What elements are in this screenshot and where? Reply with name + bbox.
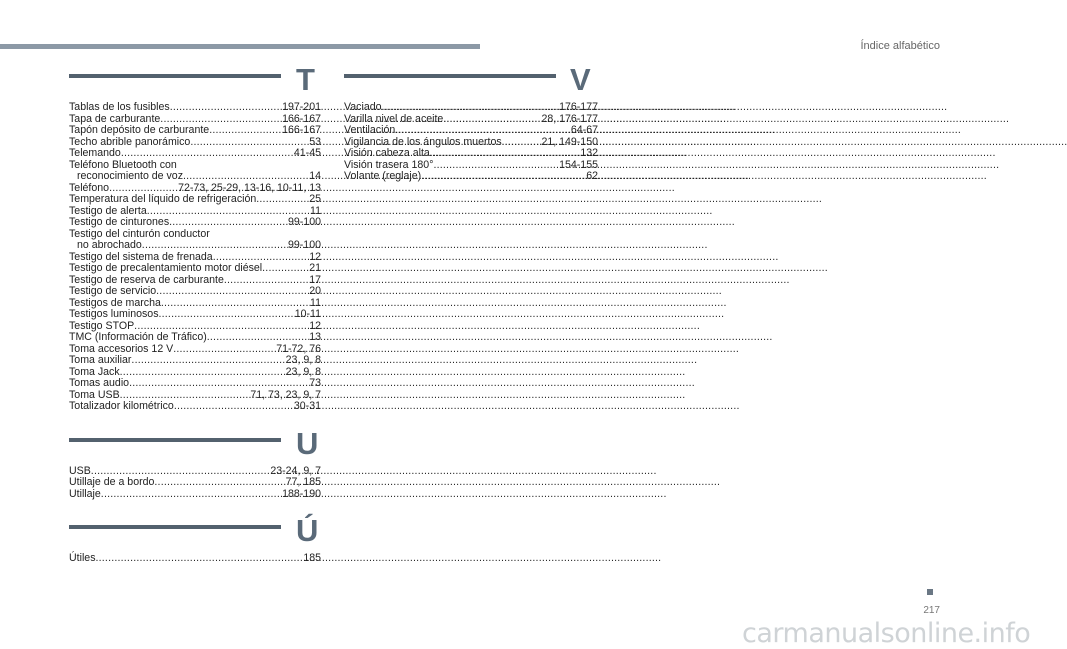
index-entry [69, 309, 321, 321]
entry-label: Utillaje [69, 487, 101, 500]
column-right [344, 62, 598, 183]
leader-dots [382, 102, 560, 114]
entry-pages: 25 [309, 193, 321, 205]
entry-label: TMC (Información de Tráfico) [69, 331, 207, 343]
leader-dots [142, 240, 288, 252]
watermark: carmanualsonline.info [742, 618, 1031, 649]
leader-dots [421, 171, 586, 183]
entry-label: Varilla nivel de aceite [344, 112, 444, 125]
entry-label: Visión cabeza alta [344, 147, 430, 159]
index-entry [69, 240, 321, 252]
entry-pages: 53 [309, 135, 321, 148]
section-letter-v: V [570, 62, 591, 97]
entry-pages: 23, 9, 8 [285, 365, 321, 378]
entry-label: Testigo de reserva de carburante [69, 273, 224, 286]
entry-label: Vaciado [344, 101, 382, 113]
leader-dots [170, 102, 282, 114]
index-entry [69, 148, 321, 160]
entry-pages: 23, 9, 8 [285, 354, 321, 366]
entry-label: USB [69, 464, 91, 477]
entry-label: Teléfono Bluetooth con [69, 158, 177, 171]
entry-pages: 166-167 [282, 124, 321, 136]
entry-pages: 62 [586, 170, 598, 182]
entry-label: Tomas audio [69, 377, 130, 389]
section-header-v [344, 62, 598, 102]
entry-pages: 71-72, 76 [276, 342, 321, 355]
section-header-u [69, 425, 321, 466]
section-letter-u-acute: Ú [296, 513, 319, 548]
section-letter-u: U [296, 425, 319, 461]
section-rule [69, 74, 281, 78]
leader-dots [96, 553, 304, 565]
entry-label: Testigo del sistema de frenada [69, 250, 213, 263]
header-bar [0, 44, 480, 49]
entry-label: Visión trasera 180° [344, 158, 434, 171]
entry-pages: 73 [309, 377, 321, 389]
entry-pages: 132 [580, 147, 598, 159]
leader-dots [129, 378, 309, 390]
leader-dots [131, 355, 285, 367]
entry-label: Testigo de precalentamiento motor diésel [69, 262, 263, 274]
entry-label: Tapa de carburante [69, 112, 161, 125]
entry-pages: 21 [309, 262, 321, 274]
leader-dots [256, 194, 309, 206]
leader-dots [395, 125, 571, 137]
index-list-u [69, 466, 321, 501]
entry-label: Testigos de marcha [69, 296, 161, 309]
leader-dots [121, 148, 294, 160]
entry-pages: 12 [309, 250, 321, 263]
index-entry [69, 355, 321, 367]
entry-pages: 41-45 [293, 147, 321, 159]
index-entry [69, 332, 321, 344]
index-entry [344, 171, 598, 183]
entry-pages: 21, 149-150 [541, 135, 598, 148]
entry-pages: 176-177 [559, 101, 598, 113]
entry-label: Testigo de cinturones [69, 216, 170, 228]
entry-pages: 166-167 [282, 112, 321, 125]
entry-pages: 77, 185 [285, 476, 321, 488]
leader-dots [262, 263, 309, 275]
entry-pages: 154-155 [559, 158, 598, 171]
entry-pages: 99-100 [288, 216, 321, 228]
entry-pages: 72-73, 25-29, 13-16, 10-11, 13 [178, 181, 321, 194]
index-entry [69, 553, 321, 565]
index-list-u-acute [69, 553, 321, 565]
index-entry [344, 102, 598, 114]
entry-pages: 28, 176-177 [541, 112, 598, 125]
index-entry [69, 477, 321, 489]
entry-label: Toma accesorios 12 V [69, 342, 174, 355]
entry-label: Volante (reglaje) [344, 170, 422, 182]
index-entry [69, 125, 321, 137]
section-rule [69, 438, 281, 442]
entry-pages: 71, 73, 23, 9, 7 [250, 388, 321, 401]
entry-label: Toma USB [69, 388, 120, 401]
index-entry [344, 148, 598, 160]
entry-label: no abrochado [77, 239, 142, 251]
leader-dots [430, 148, 581, 160]
entry-pages: 10-11 [294, 308, 321, 320]
index-entry [69, 194, 321, 206]
entry-pages: 17 [309, 273, 321, 286]
entry-label: Utillaje de a bordo [69, 476, 155, 488]
entry-label: Temperatura del líquido de refrigeración [69, 193, 257, 205]
entry-label: Techo abrible panorámico [69, 135, 191, 148]
index-entry [69, 263, 321, 275]
entry-pages: 20 [309, 285, 321, 297]
column-left [69, 62, 321, 565]
page-marker [927, 589, 933, 595]
entry-label: Tablas de los fusibles [69, 101, 170, 113]
entry-pages: 99-100 [288, 239, 321, 251]
leader-dots [156, 286, 309, 298]
index-list-t [69, 102, 321, 413]
leader-dots [101, 489, 282, 501]
entry-label: Totalizador kilométrico [69, 400, 174, 412]
entry-pages: 185 [303, 552, 321, 564]
index-entry [69, 401, 321, 413]
leader-dots [183, 171, 309, 183]
page-header-title: Índice alfabético [860, 40, 940, 52]
index-entry [344, 125, 598, 137]
section-rule [69, 525, 281, 529]
entry-label: Testigo STOP [69, 319, 135, 332]
index-entry [69, 102, 321, 114]
index-list-v [344, 102, 598, 183]
entry-pages: 23-24, 9, 7 [270, 464, 321, 477]
entry-pages: 13 [309, 331, 321, 343]
entry-pages: 30-31 [293, 400, 321, 412]
index-entry [69, 489, 321, 501]
leader-dots [159, 309, 295, 321]
entry-label: Toma Jack [69, 365, 120, 378]
entry-label: Vigilancia de los ángulos muertos [344, 135, 502, 148]
index-entry [69, 378, 321, 390]
page-number: 217 [923, 605, 940, 616]
entry-label: Útiles [69, 552, 96, 564]
entry-label: Testigos luminosos [69, 308, 159, 320]
leader-dots [154, 477, 285, 489]
entry-pages: 11 [310, 296, 321, 309]
entry-label: Teléfono [69, 181, 110, 194]
leader-dots [174, 401, 294, 413]
entry-pages: 197-201 [282, 101, 321, 113]
entry-pages: 64-67 [570, 124, 598, 136]
entry-label: Testigo de servicio [69, 285, 157, 297]
entry-pages: 188-190 [282, 487, 321, 500]
leader-dots [169, 217, 288, 229]
entry-label: Telemando [69, 147, 121, 159]
entry-pages: 12 [309, 319, 321, 332]
entry-label: reconocimiento de voz [77, 170, 183, 182]
entry-label: Ventilación [344, 124, 396, 136]
entry-label: Testigo del cinturón conductor [69, 227, 210, 240]
section-letter-t: T [296, 62, 315, 97]
entry-label: Tapón depósito de carburante [69, 124, 210, 136]
entry-pages: 14 [309, 170, 321, 182]
section-header-t [69, 62, 321, 102]
index-entry [69, 286, 321, 298]
entry-label: Toma auxiliar [69, 354, 132, 366]
leader-dots [207, 332, 309, 344]
leader-dots [209, 125, 282, 137]
entry-label: Testigo de alerta [69, 204, 147, 217]
entry-pages: 11 [310, 204, 321, 217]
section-header-u-acute [69, 513, 321, 553]
section-rule [344, 74, 556, 78]
index-entry [69, 171, 321, 183]
index-entry [69, 217, 321, 229]
